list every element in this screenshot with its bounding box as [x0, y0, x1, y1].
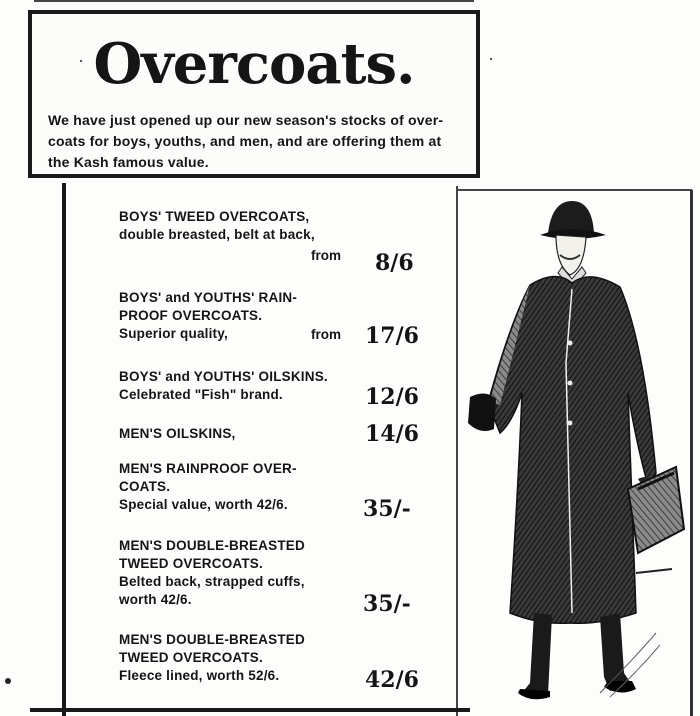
list-item — [119, 208, 449, 276]
item-heading: BOYS' TWEED OVERCOATS, — [119, 209, 310, 224]
item-price: 35/- — [363, 591, 411, 617]
item-price: 14/6 — [365, 421, 419, 447]
item-heading: TWEED OVERCOATS. — [119, 650, 263, 665]
item-heading: PROOF OVERCOATS. — [119, 308, 263, 323]
item-price: 8/6 — [375, 250, 414, 276]
item-heading: MEN'S DOUBLE-BREASTED — [119, 632, 305, 647]
list-left-rule — [62, 183, 66, 716]
from-label: from — [311, 327, 341, 342]
from-label: from — [311, 248, 341, 263]
intro-line: We have just opened up our new season's stocks of over- — [48, 112, 444, 128]
figure-top-rule — [456, 189, 692, 191]
figure-right-rule — [690, 190, 693, 716]
page-title: Overcoats. — [93, 31, 415, 97]
item-description: Fleece lined, worth 52/6. — [119, 668, 280, 683]
item-heading: COATS. — [119, 479, 171, 494]
figure-left-rule — [456, 186, 458, 716]
item-description: Superior quality, — [119, 326, 228, 341]
item-price: 35/- — [363, 496, 411, 522]
item-description: worth 42/6. — [119, 592, 192, 607]
item-heading: TWEED OVERCOATS. — [119, 556, 263, 571]
item-heading: BOYS' and YOUTHS' OILSKINS. — [119, 369, 328, 384]
print-speck — [80, 60, 82, 62]
item-description: Celebrated "Fish" brand. — [119, 387, 283, 402]
item-heading: MEN'S RAINPROOF OVER- — [119, 461, 297, 476]
intro-line: coats for boys, youths, and men, and are offering them at — [48, 133, 442, 149]
headline-box — [28, 10, 480, 178]
print-speck — [490, 58, 492, 60]
intro-line: the Kash famous value. — [48, 154, 209, 170]
item-description: Special value, worth 42/6. — [119, 497, 288, 512]
list-item — [119, 537, 449, 617]
list-item — [119, 421, 449, 447]
item-description: double breasted, belt at back, — [119, 227, 315, 242]
bottom-rule — [30, 708, 470, 712]
man-in-overcoat-illustration — [460, 193, 690, 711]
list-item — [119, 368, 449, 410]
item-heading: MEN'S DOUBLE-BREASTED — [119, 538, 305, 553]
intro-text — [48, 110, 464, 173]
item-heading: BOYS' and YOUTHS' RAIN- — [119, 290, 298, 305]
item-heading: MEN'S OILSKINS, — [119, 426, 236, 441]
item-description: Belted back, strapped cuffs, — [119, 574, 305, 589]
top-rule — [34, 0, 474, 2]
list-item — [119, 631, 449, 693]
list-item — [119, 289, 449, 349]
item-price: 17/6 — [365, 323, 419, 349]
item-price: 42/6 — [365, 667, 419, 693]
item-price: 12/6 — [365, 384, 419, 410]
print-speck — [5, 678, 11, 684]
list-item — [119, 460, 449, 522]
